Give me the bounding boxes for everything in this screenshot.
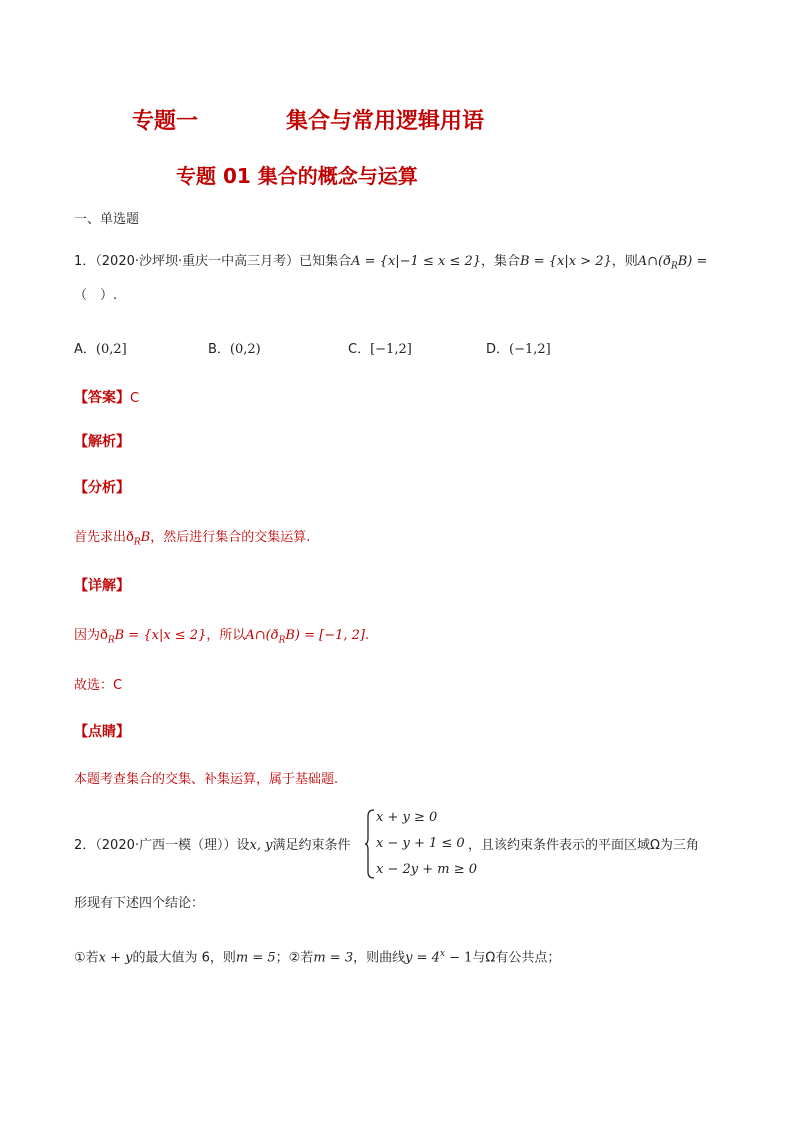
option-c-letter: C． — [348, 342, 371, 357]
detail-m2: A∩(ð — [245, 628, 279, 643]
topic-title: 集合与常用逻辑用语 — [286, 109, 485, 134]
answer-value: C — [130, 391, 140, 406]
detail-b: ，所以 — [206, 628, 246, 643]
detail-text — [74, 626, 369, 651]
detail-sub1: R — [107, 635, 115, 646]
q2-line3 — [74, 944, 560, 968]
l3-c: ；②若 — [275, 950, 314, 966]
q1-option-b — [208, 340, 261, 360]
analysis-label: 【解析】 — [74, 434, 130, 450]
detail-end: . — [364, 628, 370, 643]
l3-b: 的最大值为 6，则 — [132, 950, 236, 966]
q1-stem — [74, 252, 707, 277]
q2-line2: 形现有下述四个结论： — [74, 896, 205, 911]
detail-m1: ð — [100, 628, 108, 643]
l3-m4: y = 4 — [405, 950, 440, 966]
l3-sup: x — [439, 949, 445, 959]
choose-value: C — [113, 678, 123, 693]
q1-set-a: A = {x|−1 ≤ x ≤ 2} — [351, 254, 482, 269]
l3-d: ，则曲线 — [353, 950, 406, 966]
q2-cond-text: 满足约束条件 — [272, 838, 351, 853]
option-b-letter: B． — [208, 342, 230, 357]
detail-sub2: R — [278, 635, 286, 646]
detail-m1b: B = {x|x ≤ 2} — [114, 628, 207, 643]
system-row-1: x + y ≥ 0 — [376, 810, 438, 825]
option-d-value: (−1,2] — [509, 342, 551, 357]
detail-a: 因为 — [74, 628, 101, 643]
l3-m2: m = 5 — [235, 950, 276, 966]
detail-m2b: B) = [−1, 2] — [285, 628, 365, 643]
l3-m4b: − 1 — [444, 950, 473, 966]
fenxi-text — [74, 528, 310, 553]
fenxi-math2: B — [140, 530, 151, 545]
q1-answer — [74, 388, 139, 409]
q2-stem-left — [74, 836, 350, 856]
option-a-value: (0,2] — [95, 342, 127, 357]
q1-set-b: B = {x|x > 2} — [520, 254, 612, 269]
option-d-letter: D． — [486, 342, 510, 357]
choose-label: 故选： — [74, 678, 114, 693]
q2-source: 2．（2020·广西一模（理））设 — [74, 838, 250, 853]
system-brace-icon — [364, 808, 376, 880]
l3-m1: x + y — [98, 950, 133, 966]
system-row-3: x − 2y + m ≥ 0 — [376, 862, 478, 877]
fenxi-text-b: ，然后进行集合的交集运算. — [150, 530, 311, 545]
q1-blank: （ ）. — [74, 288, 118, 303]
system-row-2: x − y + 1 ≤ 0 — [376, 836, 465, 851]
comment-text: 本题考查集合的交集、补集运算，属于基础题. — [74, 772, 339, 787]
q1-option-c — [348, 340, 412, 360]
answer-label: 【答案】 — [74, 390, 130, 406]
section-title: 一、单选题 — [74, 212, 140, 227]
fenxi-math: ð — [126, 530, 134, 545]
detail-label: 【详解】 — [74, 578, 130, 594]
option-b-value: (0,2) — [229, 342, 261, 357]
l3-e: 与Ω有公共点； — [472, 950, 561, 966]
q2-vars: x, y — [249, 838, 273, 853]
q1-expr-end: B) = — [677, 254, 708, 269]
q1-option-a — [74, 340, 127, 360]
l3-a: ①若 — [74, 950, 99, 966]
q1-expr-sub: R — [670, 261, 678, 272]
comment-label: 【点睛】 — [74, 724, 130, 740]
q1-then: ，则 — [611, 254, 638, 269]
q2-after-system: ，且该约束条件表示的平面区域Ω为三角 — [468, 838, 699, 853]
topic-label: 专题一 — [132, 109, 199, 134]
q1-expr: A∩(ð — [637, 254, 671, 269]
q1-option-d — [486, 340, 551, 360]
fenxi-label: 【分析】 — [74, 480, 130, 496]
option-a-letter: A． — [74, 342, 96, 357]
l3-m3: m = 3 — [313, 950, 354, 966]
q1-source: 1．（2020·沙坪坝·重庆一中高三月考）已知集合 — [74, 254, 352, 269]
option-c-value: [−1,2] — [370, 342, 412, 357]
fenxi-text-a: 首先求出 — [74, 530, 127, 545]
q1-mid: ，集合 — [481, 254, 521, 269]
subtopic-title: 专题 01 集合的概念与运算 — [176, 164, 418, 188]
choose-line — [74, 676, 122, 696]
fenxi-sub: R — [133, 537, 141, 548]
